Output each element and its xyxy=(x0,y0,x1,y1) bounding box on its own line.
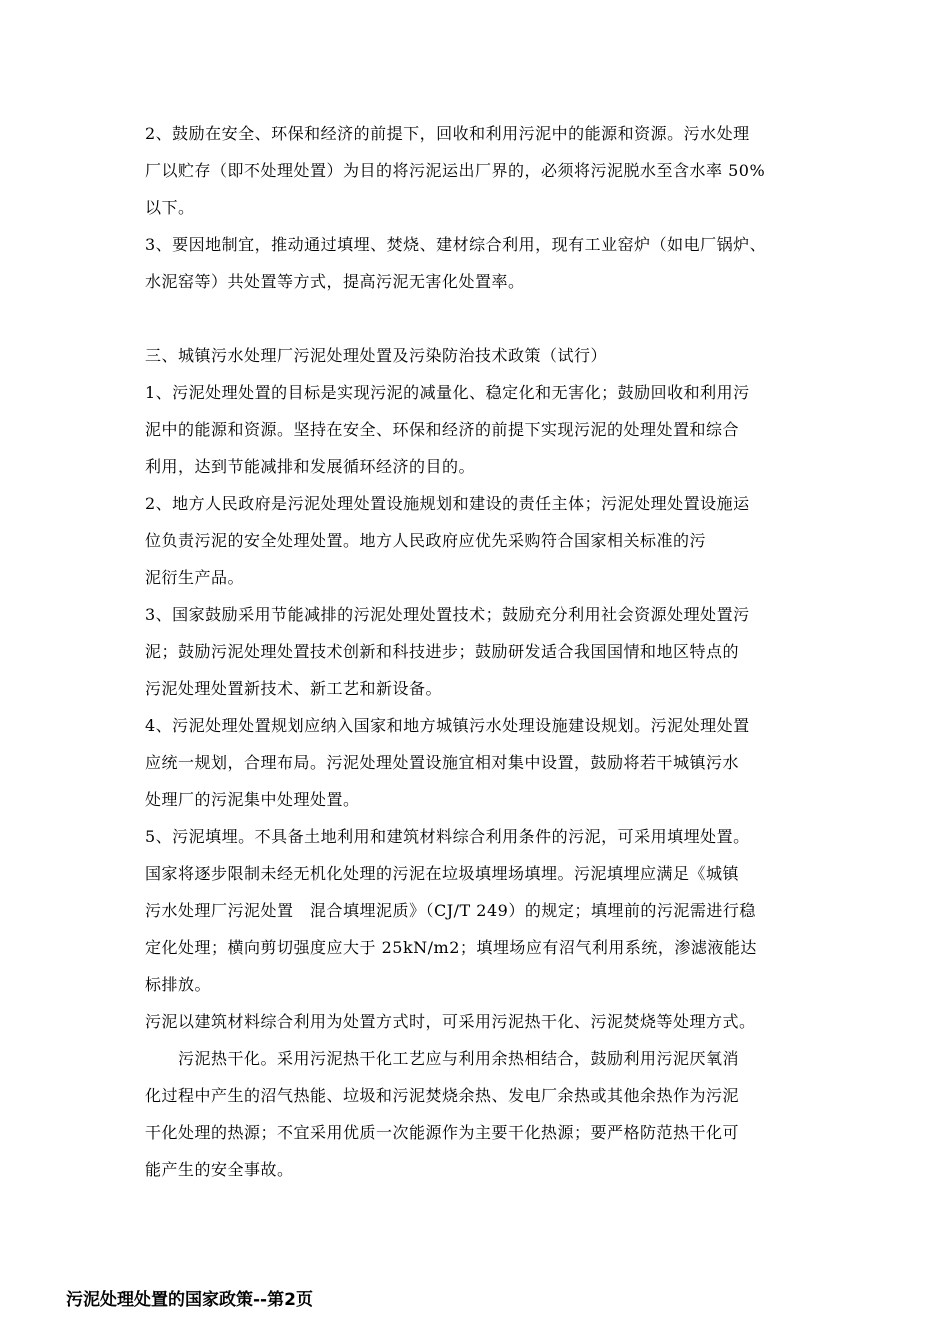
paragraph-line: 能产生的安全事故。 xyxy=(145,1160,294,1179)
paragraph-line: 2、鼓励在安全、环保和经济的前提下，回收和利用污泥中的能源和资源。污水处理 xyxy=(145,124,750,143)
paragraph-line: 污泥以建筑材料综合利用为处置方式时，可采用污泥热干化、污泥焚烧等处理方式。 xyxy=(145,1012,756,1031)
paragraph-line: 化过程中产生的沼气热能、垃圾和污泥焚烧余热、发电厂余热或其他余热作为污泥 xyxy=(145,1086,740,1105)
paragraph-line: 位负责污泥的安全处理处置。地方人民政府应优先采购符合国家相关标准的污 xyxy=(145,531,707,550)
paragraph-line: 利用，达到节能减排和发展循环经济的目的。 xyxy=(145,457,476,476)
paragraph-line: 定化处理；横向剪切强度应大于 25kN/m2；填埋场应有沼气利用系统，渗滤液能达 xyxy=(145,938,757,957)
paragraph-line: 3、国家鼓励采用节能减排的污泥处理处置技术；鼓励充分利用社会资源处理处置污 xyxy=(145,605,750,624)
paragraph-line: 处理厂的污泥集中处理处置。 xyxy=(145,790,360,809)
paragraph-line: 泥中的能源和资源。坚持在安全、环保和经济的前提下实现污泥的处理处置和综合 xyxy=(145,420,740,439)
paragraph-line: 2、地方人民政府是污泥处理处置设施规划和建设的责任主体；污泥处理处置设施运 xyxy=(145,494,750,513)
paragraph-line: 5、污泥填埋。不具备土地利用和建筑材料综合利用条件的污泥，可采用填埋处置。 xyxy=(145,827,750,846)
paragraph-line: 应统一规划，合理布局。污泥处理处置设施宜相对集中设置，鼓励将若干城镇污水 xyxy=(145,753,740,772)
paragraph-line: 泥；鼓励污泥处理处置技术创新和科技进步；鼓励研发适合我国国情和地区特点的 xyxy=(145,642,740,661)
paragraph-line: 厂以贮存（即不处理处置）为目的将污泥运出厂界的，必须将污泥脱水至含水率 50% xyxy=(145,161,766,180)
section-heading: 三、城镇污水处理厂污泥处理处置及污染防治技术政策（试行） xyxy=(145,346,608,365)
paragraph-line: 国家将逐步限制未经无机化处理的污泥在垃圾填埋场填埋。污泥填埋应满足《城镇 xyxy=(145,864,740,883)
paragraph-line: 污水处理厂污泥处置 混合填埋泥质》（CJ/T 249）的规定；填埋前的污泥需进行稳 xyxy=(145,901,756,920)
paragraph-line: 标排放。 xyxy=(145,975,212,994)
paragraph-line: 污泥热干化。采用污泥热干化工艺应与利用余热相结合，鼓励利用污泥厌氧消 xyxy=(145,1049,740,1068)
paragraph-line: 3、要因地制宜，推动通过填埋、焚烧、建材综合利用，现有工业窑炉（如电厂锅炉、 xyxy=(145,235,767,254)
paragraph-line: 泥衍生产品。 xyxy=(145,568,245,587)
paragraph-line: 以下。 xyxy=(145,198,195,217)
page-footer: 污泥处理处置的国家政策--第2页 xyxy=(66,1290,313,1310)
paragraph-line: 干化处理的热源；不宜采用优质一次能源作为主要干化热源；要严格防范热干化可 xyxy=(145,1123,740,1142)
paragraph-line: 4、污泥处理处置规划应纳入国家和地方城镇污水处理设施建设规划。污泥处理处置 xyxy=(145,716,750,735)
paragraph-line: 水泥窑等）共处置等方式，提高污泥无害化处置率。 xyxy=(145,272,525,291)
paragraph-line: 1、污泥处理处置的目标是实现污泥的减量化、稳定化和无害化；鼓励回收和利用污 xyxy=(145,383,750,402)
paragraph-line: 污泥处理处置新技术、新工艺和新设备。 xyxy=(145,679,443,698)
